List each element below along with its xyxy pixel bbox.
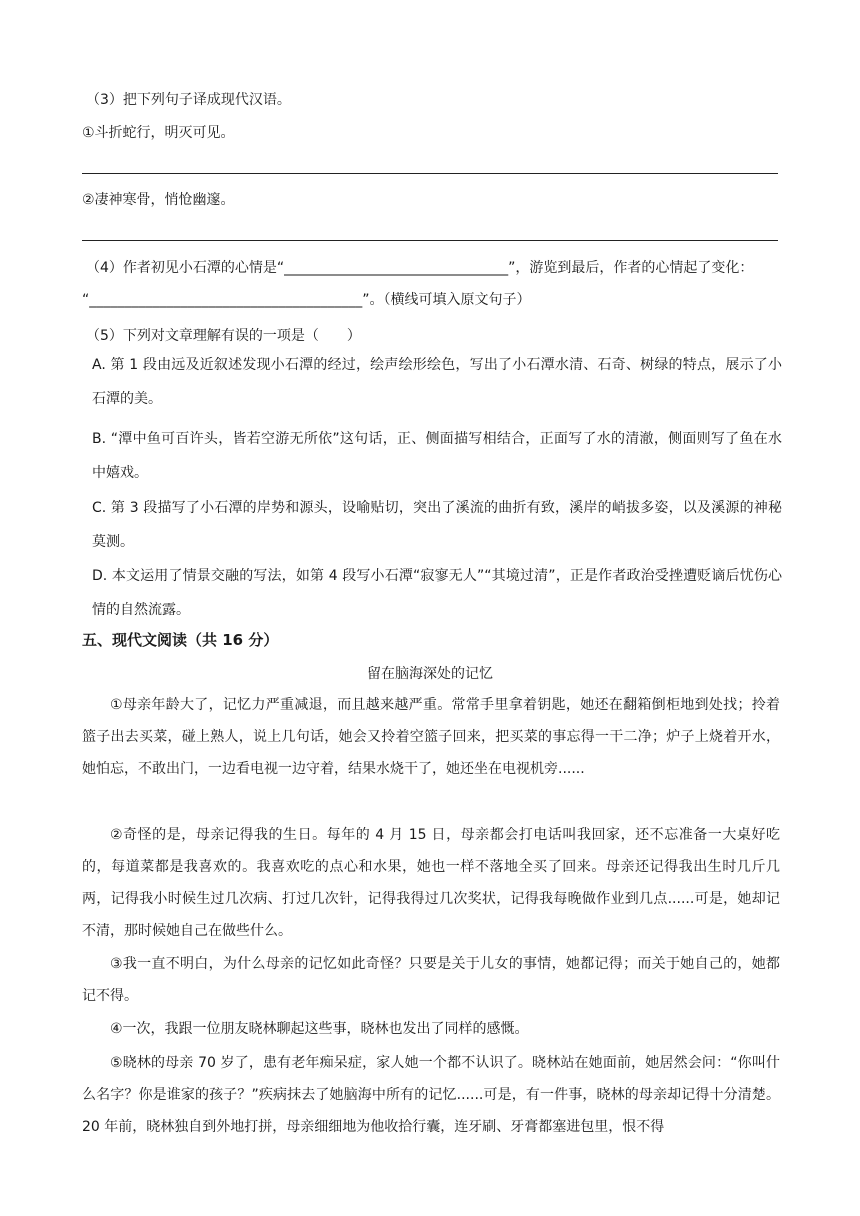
- paragraph-5: ⑤晓林的母亲 70 岁了，患有老年痴呆症，家人她一个都不认识了。晓林站在她面前，她居然会问：“你叫什么名字？你是谁家的孩子？”疾病抹去了她脑海中所有的记忆......可是，有一件事，晓林的母亲却记得十分清楚。20 年前，晓林独自到外地打拼，母亲细细地为他收拾行囊，连牙刷、牙膏都塞进包里，恨不得: [82, 1055, 780, 1135]
- section-heading: 五、现代文阅读（共 16 分）: [82, 631, 279, 649]
- option-b: B. “潭中鱼可百许头，皆若空游无所依”这句话，正、侧面描写相结合，正面写了水的清澈，侧面则写了鱼在水中嬉戏。: [92, 431, 782, 481]
- answer-line-1: [82, 173, 778, 174]
- question-3-prompt: （3）把下列句子译成现代汉语。: [86, 92, 291, 108]
- question-3-sentence-1: ①斗折蛇行，明灭可见。: [82, 125, 235, 141]
- question-4-line-2: “_______________________________________”。（横线可填入原文句子）: [82, 292, 531, 308]
- paragraph-2: ②奇怪的是，母亲记得我的生日。每年的 4 月 15 日，母亲都会打电话叫我回家，还不忘准备一大桌好吃的，每道菜都是我喜欢的。我喜欢吃的点心和水果，她也一样不落地全买了回来。母亲还记得我出生时几斤几两，记得我小时候生过几次病、打过几次针，记得我得过几次奖状，记得我每晚做作业到几点......可是，她却记不清，那时候她自己在做些什么。: [82, 827, 780, 939]
- option-a: A. 第 1 段由远及近叙述发现小石潭的经过，绘声绘形绘色，写出了小石潭水清、石奇、树绿的特点，展示了小石潭的美。: [92, 357, 782, 407]
- article-title: 留在脑海深处的记忆: [367, 666, 493, 682]
- option-d: D. 本文运用了情景交融的写法，如第 4 段写小石潭“寂寥无人”“其境过清”，正是作者政治受挫遭贬谪后忧伤心情的自然流露。: [92, 568, 782, 618]
- question-5-prompt: （5）下列对文章理解有误的一项是（ ）: [86, 328, 361, 344]
- question-4-line-1: （4）作者初见小石潭的心情是“________________________________”，游览到最后，作者的心情起了变化：: [86, 260, 754, 276]
- option-c: C. 第 3 段描写了小石潭的岸势和源头，设喻贴切，突出了溪流的曲折有致，溪岸的峭拔多姿，以及溪源的神秘莫测。: [92, 500, 782, 550]
- question-3-sentence-2: ②凄神寒骨，悄怆幽邃。: [82, 192, 235, 208]
- paragraph-4: ④一次，我跟一位朋友晓林聊起这些事，晓林也发出了同样的感慨。: [110, 1021, 529, 1037]
- paragraph-3: ③我一直不明白，为什么母亲的记忆如此奇怪？只要是关于儿女的事情，她都记得；而关于她自己的，她都记不得。: [82, 956, 780, 1004]
- paragraph-1: ①母亲年龄大了，记忆力严重减退，而且越来越严重。常常手里拿着钥匙，她还在翻箱倒柜地到处找；拎着篮子出去买菜，碰上熟人，说上几句话，她会又拎着空篮子回来，把买菜的事忘得一干二净；炉子上烧着开水，她怕忘，不敢出门，一边看电视一边守着，结果水烧干了，她还坐在电视机旁......: [82, 697, 780, 777]
- answer-line-2: [82, 240, 778, 241]
